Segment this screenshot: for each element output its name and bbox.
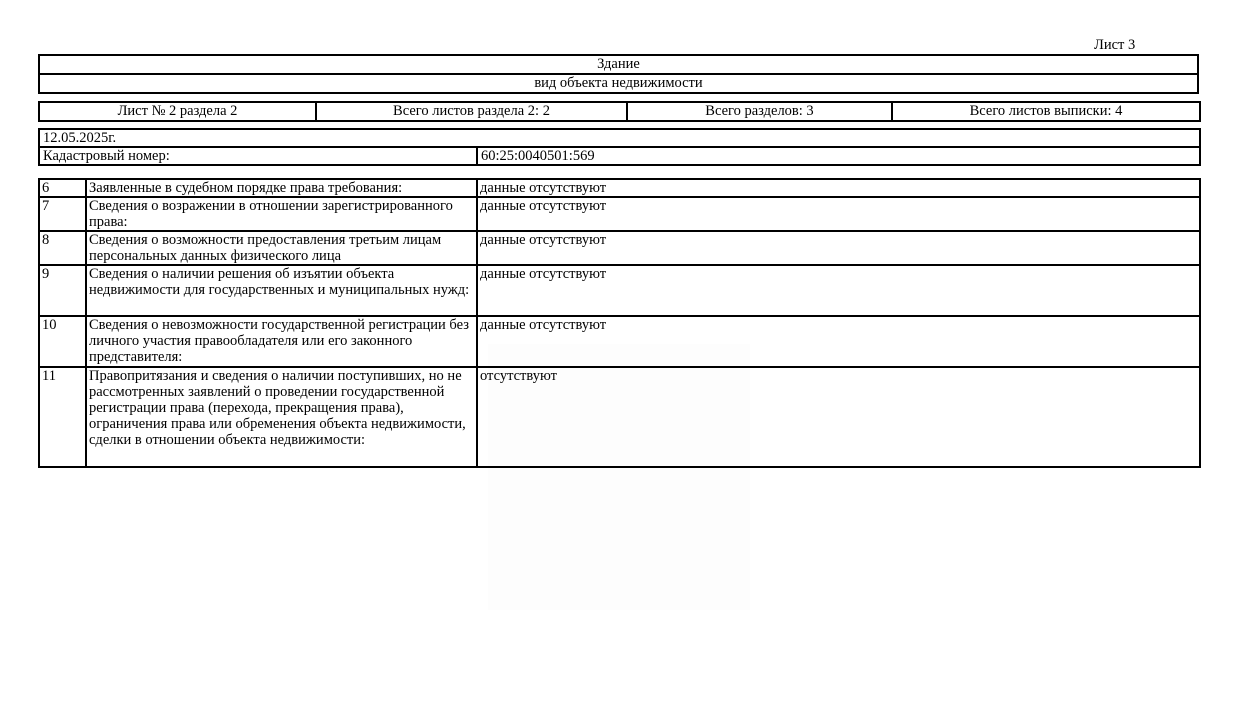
- table-row: [39, 367, 1200, 467]
- sheet-info-table: [38, 101, 1201, 122]
- document-date: 12.05.2025г.: [39, 129, 1200, 147]
- row-number: 11: [39, 367, 86, 467]
- row-value: данные отсутствуют: [477, 231, 1200, 265]
- row-value: данные отсутствуют: [477, 197, 1200, 231]
- row-value: данные отсутствуют: [477, 265, 1200, 316]
- row-number: 10: [39, 316, 86, 367]
- total-sheets-section: Всего листов раздела 2: 2: [316, 102, 627, 121]
- object-caption: вид объекта недвижимости: [39, 74, 1198, 93]
- cadastral-value: 60:25:0040501:569: [477, 147, 1200, 165]
- row-number: 6: [39, 179, 86, 197]
- cadastral-info-table: [38, 128, 1201, 166]
- object-type-table: [38, 54, 1199, 94]
- table-row: [39, 179, 1200, 197]
- row-label: Заявленные в судебном порядке права требования:: [86, 179, 477, 197]
- row-label: Сведения о невозможности государственной регистрации без личного участия правообладателя или его законного представителя:: [86, 316, 477, 367]
- row-value: отсутствуют: [477, 367, 1200, 467]
- table-row: [39, 265, 1200, 316]
- row-label: Сведения о наличии решения об изъятии объекта недвижимости для государственных и муниципальных нужд:: [86, 265, 477, 316]
- row-label: Сведения о возможности предоставления третьим лицам персональных данных физического лица: [86, 231, 477, 265]
- sheet-of-section: Лист № 2 раздела 2: [39, 102, 316, 121]
- table-row: [39, 231, 1200, 265]
- row-value: данные отсутствуют: [477, 316, 1200, 367]
- row-value: данные отсутствуют: [477, 179, 1200, 197]
- encumbrance-table: [38, 178, 1201, 468]
- sheet-label: Лист 3: [1094, 37, 1136, 53]
- row-number: 8: [39, 231, 86, 265]
- row-number: 9: [39, 265, 86, 316]
- object-name: Здание: [39, 55, 1198, 74]
- table-row: [39, 197, 1200, 231]
- total-sheets-extract: Всего листов выписки: 4: [892, 102, 1200, 121]
- row-label: Сведения о возражении в отношении зарегистрированного права:: [86, 197, 477, 231]
- cadastral-label: Кадастровый номер:: [39, 147, 477, 165]
- row-number: 7: [39, 197, 86, 231]
- total-sections: Всего разделов: 3: [627, 102, 892, 121]
- row-label: Правопритязания и сведения о наличии поступивших, но не рассмотренных заявлений о проведении государственной регистрации права (перехода, прекращения права), ограничения права или обременения объекта недвижимости, сделки в отношении объекта недвижимости:: [86, 367, 477, 467]
- table-row: [39, 316, 1200, 367]
